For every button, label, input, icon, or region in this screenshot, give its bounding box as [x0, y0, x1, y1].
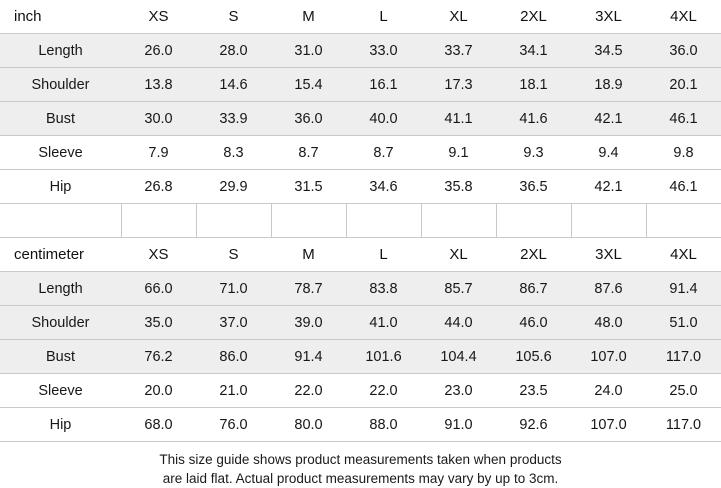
cm-row-label-shoulder: Shoulder — [0, 306, 121, 340]
cm-size-header-xl: XL — [421, 238, 496, 272]
cm-size-header-4xl: 4XL — [646, 238, 721, 272]
cm-size-header-s: S — [196, 238, 271, 272]
centimeter-header-row — [0, 238, 721, 272]
cm-size-header-3xl: 3XL — [571, 238, 646, 272]
inch-size-header-3xl: 3XL — [571, 0, 646, 34]
cm-shoulder-xl: 44.0 — [421, 306, 496, 340]
inch-size-header-xl: XL — [421, 0, 496, 34]
inch-sleeve-xs: 7.9 — [121, 136, 196, 170]
cm-size-header-l: L — [346, 238, 421, 272]
cm-shoulder-m: 39.0 — [271, 306, 346, 340]
cm-row-label-hip: Hip — [0, 408, 121, 442]
size-guide-note-line-2: are laid flat. Actual product measurements may vary by up to 3cm. — [162, 471, 559, 486]
cm-hip-s: 76.0 — [196, 408, 271, 442]
inch-bust-l: 40.0 — [346, 102, 421, 136]
cm-hip-4xl: 117.0 — [646, 408, 721, 442]
cm-hip-3xl: 107.0 — [571, 408, 646, 442]
inch-hip-2xl: 36.5 — [496, 170, 571, 204]
cm-shoulder-4xl: 51.0 — [646, 306, 721, 340]
inch-size-header-l: L — [346, 0, 421, 34]
inch-shoulder-s: 14.6 — [196, 68, 271, 102]
cm-shoulder-s: 37.0 — [196, 306, 271, 340]
inch-row-label-shoulder: Shoulder — [0, 68, 121, 102]
inch-length-m: 31.0 — [271, 34, 346, 68]
inch-length-2xl: 34.1 — [496, 34, 571, 68]
cm-hip-xs: 68.0 — [121, 408, 196, 442]
cm-row-label-sleeve: Sleeve — [0, 374, 121, 408]
inch-sleeve-2xl: 9.3 — [496, 136, 571, 170]
inch-row-label-length: Length — [0, 34, 121, 68]
inch-sleeve-s: 8.3 — [196, 136, 271, 170]
inch-bust-m: 36.0 — [271, 102, 346, 136]
inch-sleeve-l: 8.7 — [346, 136, 421, 170]
cm-length-3xl: 87.6 — [571, 272, 646, 306]
inch-hip-l: 34.6 — [346, 170, 421, 204]
cm-sleeve-4xl: 25.0 — [646, 374, 721, 408]
inch-shoulder-xl: 17.3 — [421, 68, 496, 102]
inch-hip-3xl: 42.1 — [571, 170, 646, 204]
cm-shoulder-l: 41.0 — [346, 306, 421, 340]
inch-sleeve-4xl: 9.8 — [646, 136, 721, 170]
inch-hip-4xl: 46.1 — [646, 170, 721, 204]
inch-row-label-bust: Bust — [0, 102, 121, 136]
cm-hip-2xl: 92.6 — [496, 408, 571, 442]
table-row — [0, 306, 721, 340]
table-row — [0, 272, 721, 306]
inch-size-header-4xl: 4XL — [646, 0, 721, 34]
table-row — [0, 102, 721, 136]
inch-unit-label: inch — [0, 0, 121, 34]
size-guide-note — [0, 442, 721, 488]
cm-sleeve-xl: 23.0 — [421, 374, 496, 408]
inch-length-l: 33.0 — [346, 34, 421, 68]
inch-shoulder-4xl: 20.1 — [646, 68, 721, 102]
cm-length-xl: 85.7 — [421, 272, 496, 306]
cm-bust-3xl: 107.0 — [571, 340, 646, 374]
cm-row-label-length: Length — [0, 272, 121, 306]
table-block-separator — [0, 204, 721, 238]
cm-sleeve-3xl: 24.0 — [571, 374, 646, 408]
inch-hip-s: 29.9 — [196, 170, 271, 204]
inch-bust-xs: 30.0 — [121, 102, 196, 136]
size-guide-note-line-1: This size guide shows product measurements taken when products — [159, 452, 562, 467]
inch-size-header-m: M — [271, 0, 346, 34]
inch-shoulder-m: 15.4 — [271, 68, 346, 102]
cm-bust-xl: 104.4 — [421, 340, 496, 374]
cm-size-header-xs: XS — [121, 238, 196, 272]
inch-bust-xl: 41.1 — [421, 102, 496, 136]
inch-shoulder-xs: 13.8 — [121, 68, 196, 102]
table-row — [0, 68, 721, 102]
inch-length-xl: 33.7 — [421, 34, 496, 68]
inch-row-label-sleeve: Sleeve — [0, 136, 121, 170]
cm-hip-xl: 91.0 — [421, 408, 496, 442]
table-row — [0, 34, 721, 68]
inch-length-s: 28.0 — [196, 34, 271, 68]
cm-bust-2xl: 105.6 — [496, 340, 571, 374]
inch-length-3xl: 34.5 — [571, 34, 646, 68]
cm-length-l: 83.8 — [346, 272, 421, 306]
table-row — [0, 374, 721, 408]
cm-sleeve-s: 21.0 — [196, 374, 271, 408]
inch-shoulder-l: 16.1 — [346, 68, 421, 102]
cm-shoulder-xs: 35.0 — [121, 306, 196, 340]
cm-bust-m: 91.4 — [271, 340, 346, 374]
cm-row-label-bust: Bust — [0, 340, 121, 374]
cm-length-xs: 66.0 — [121, 272, 196, 306]
table-row — [0, 170, 721, 204]
cm-size-header-m: M — [271, 238, 346, 272]
cm-bust-l: 101.6 — [346, 340, 421, 374]
inch-sleeve-xl: 9.1 — [421, 136, 496, 170]
inch-row-label-hip: Hip — [0, 170, 121, 204]
cm-hip-m: 80.0 — [271, 408, 346, 442]
inch-bust-3xl: 42.1 — [571, 102, 646, 136]
cm-length-2xl: 86.7 — [496, 272, 571, 306]
cm-bust-s: 86.0 — [196, 340, 271, 374]
cm-shoulder-3xl: 48.0 — [571, 306, 646, 340]
table-row — [0, 340, 721, 374]
cm-sleeve-m: 22.0 — [271, 374, 346, 408]
inch-header-row — [0, 0, 721, 34]
inch-hip-m: 31.5 — [271, 170, 346, 204]
cm-length-s: 71.0 — [196, 272, 271, 306]
cm-length-4xl: 91.4 — [646, 272, 721, 306]
cm-shoulder-2xl: 46.0 — [496, 306, 571, 340]
inch-size-header-s: S — [196, 0, 271, 34]
inch-shoulder-2xl: 18.1 — [496, 68, 571, 102]
cm-sleeve-xs: 20.0 — [121, 374, 196, 408]
cm-sleeve-2xl: 23.5 — [496, 374, 571, 408]
inch-hip-xs: 26.8 — [121, 170, 196, 204]
inch-length-xs: 26.0 — [121, 34, 196, 68]
inch-bust-s: 33.9 — [196, 102, 271, 136]
cm-hip-l: 88.0 — [346, 408, 421, 442]
cm-size-header-2xl: 2XL — [496, 238, 571, 272]
inch-size-header-2xl: 2XL — [496, 0, 571, 34]
cm-sleeve-l: 22.0 — [346, 374, 421, 408]
inch-bust-4xl: 46.1 — [646, 102, 721, 136]
cm-bust-xs: 76.2 — [121, 340, 196, 374]
table-row — [0, 136, 721, 170]
inch-size-header-xs: XS — [121, 0, 196, 34]
inch-bust-2xl: 41.6 — [496, 102, 571, 136]
inch-shoulder-3xl: 18.9 — [571, 68, 646, 102]
inch-sleeve-m: 8.7 — [271, 136, 346, 170]
inch-sleeve-3xl: 9.4 — [571, 136, 646, 170]
inch-length-4xl: 36.0 — [646, 34, 721, 68]
inch-hip-xl: 35.8 — [421, 170, 496, 204]
table-row — [0, 408, 721, 442]
cm-bust-4xl: 117.0 — [646, 340, 721, 374]
cm-length-m: 78.7 — [271, 272, 346, 306]
centimeter-unit-label: centimeter — [0, 238, 121, 272]
